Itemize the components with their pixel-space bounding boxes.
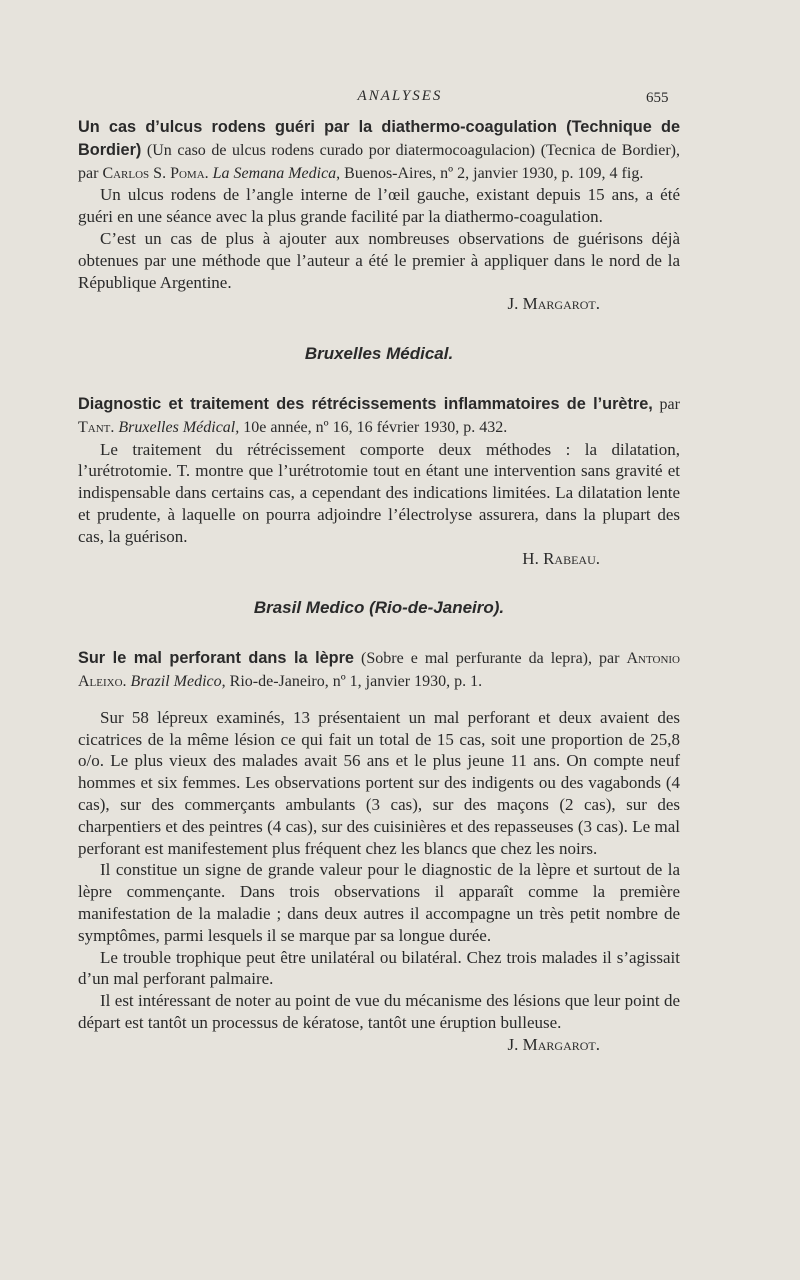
article2-journal: Bruxelles Médical,: [118, 418, 240, 436]
running-header: ANALYSES: [357, 88, 443, 104]
page-content: [78, 116, 680, 1055]
article1-heading: [78, 116, 680, 184]
article3-ref-rest: , Rio-de-Janeiro, nº 1, janvier 1930, p. 1.: [221, 672, 483, 690]
article3-signature: J. Margarot.: [507, 1034, 600, 1054]
article1-ref-rest: , Buenos-Aires, nº 2, janvier 1930, p. 109, 4 fig.: [336, 164, 644, 182]
article3-title: Sur le mal perforant dans la lèpre: [78, 649, 354, 668]
article2-author: Tant: [78, 418, 111, 436]
article3-last-paragraph-text: Il est intéressant de noter au point de vue du mécanisme des lésions que leur point de départ est tantôt un processus de kératose, tantôt une éruption bulleuse.: [78, 991, 680, 1032]
section-journal-title: Brasil Medico (Rio-de-Janeiro).: [253, 598, 505, 618]
article3-paragraph: Sur 58 lépreux examinés, 13 présentaient un mal perforant et deux avaient des cicatrices de la même lésion ce qui fait un total de 15 cas, soit une proportion de 25,8 o/o. Le plus vieux des malades avait 56 ans et le plus jeune 11 ans. On compte neuf hommes et six femmes. Les observations portent sur des indigents ou des vagabonds (4 cas), sur des commerçants ambulants (3 cas), sur des maçons (2 cas), sur des charpentiers et des peintres (4 cas), sur des cuisinières et des repasseuses (3 cas). Le mal perforant est manifestement plus fréquent chez les blancs que chez les noirs.: [78, 707, 680, 858]
article1-signature: J. Margarot.: [507, 294, 600, 314]
article3-author: Antonio Aleixo: [78, 650, 680, 690]
article1-journal: La Semana Medica: [212, 164, 337, 182]
article2-ref-sep: .: [110, 418, 119, 436]
article1-ref-sep: .: [204, 164, 213, 182]
article3-ref-text: (Sobre e mal perfurante da lepra), par: [354, 650, 627, 668]
article2-heading: [78, 393, 680, 439]
article2-ref-rest: 10e année, nº 16, 16 février 1930, p. 432.: [239, 418, 508, 436]
article1-paragraph: Un ulcus rodens de l’angle interne de l’œil gauche, existant depuis 15 ans, a été guéri en une séance avec la plus grande facilité par la diathermo-coagulation.: [78, 185, 680, 227]
page-number: 655: [646, 90, 669, 106]
article2-ref-prefix: par: [652, 395, 680, 413]
article1-paragraph: C’est un cas de plus à ajouter aux nombreuses observations de guérisons déjà obtenues par une méthode que l’auteur a été le premier à appliquer dans le nord de la République Argentine.: [78, 228, 680, 292]
article2-title: Diagnostic et traitement des rétrécissements inflammatoires de l’urètre,: [78, 394, 653, 413]
article3-paragraph: [78, 990, 680, 1054]
article3-journal: Brazil Medico: [130, 672, 222, 690]
section-journal-title: Bruxelles Médical.: [304, 344, 454, 364]
article3-ref-sep: .: [122, 672, 131, 690]
article2-paragraph: Le traitement du rétrécissement comporte deux méthodes : la dilatation, l’urétrotomie. T. montre que l’urétrotomie tout en étant une intervention sans gravité et indispensable dans certains cas, a cependant des indications limitées. La dilatation lente et prudente, à laquelle on pourra adjoindre l’électrolyse assurera, dans la plupart des cas, la guérison.: [78, 439, 680, 546]
article1-author: Carlos S. Poma: [102, 164, 205, 182]
article1-ref-text: (Un caso de ulcus rodens curado por diatermocoagulacion) (Tecnica de Bordier), par: [78, 141, 680, 182]
article3-heading: [78, 647, 680, 693]
article3-paragraph: Le trouble trophique peut être unilatéral ou bilatéral. Chez trois malades il s’agissait d’un mal perforant palmaire.: [78, 947, 680, 989]
article2-signature: H. Rabeau.: [522, 548, 600, 568]
article3-paragraph: Il constitue un signe de grande valeur pour le diagnostic de la lèpre et surtout de la lèpre commençante. Dans trois observations il apparaît comme la première manifestation de la maladie ; dans deux autres il accompagne un très petit nombre de symptômes, parmi lesquels il se marque par sa longue durée.: [78, 860, 680, 945]
article1-title: Un cas d’ulcus rodens guéri par la diathermo-coagulation (Technique de Bordier): [78, 118, 680, 159]
